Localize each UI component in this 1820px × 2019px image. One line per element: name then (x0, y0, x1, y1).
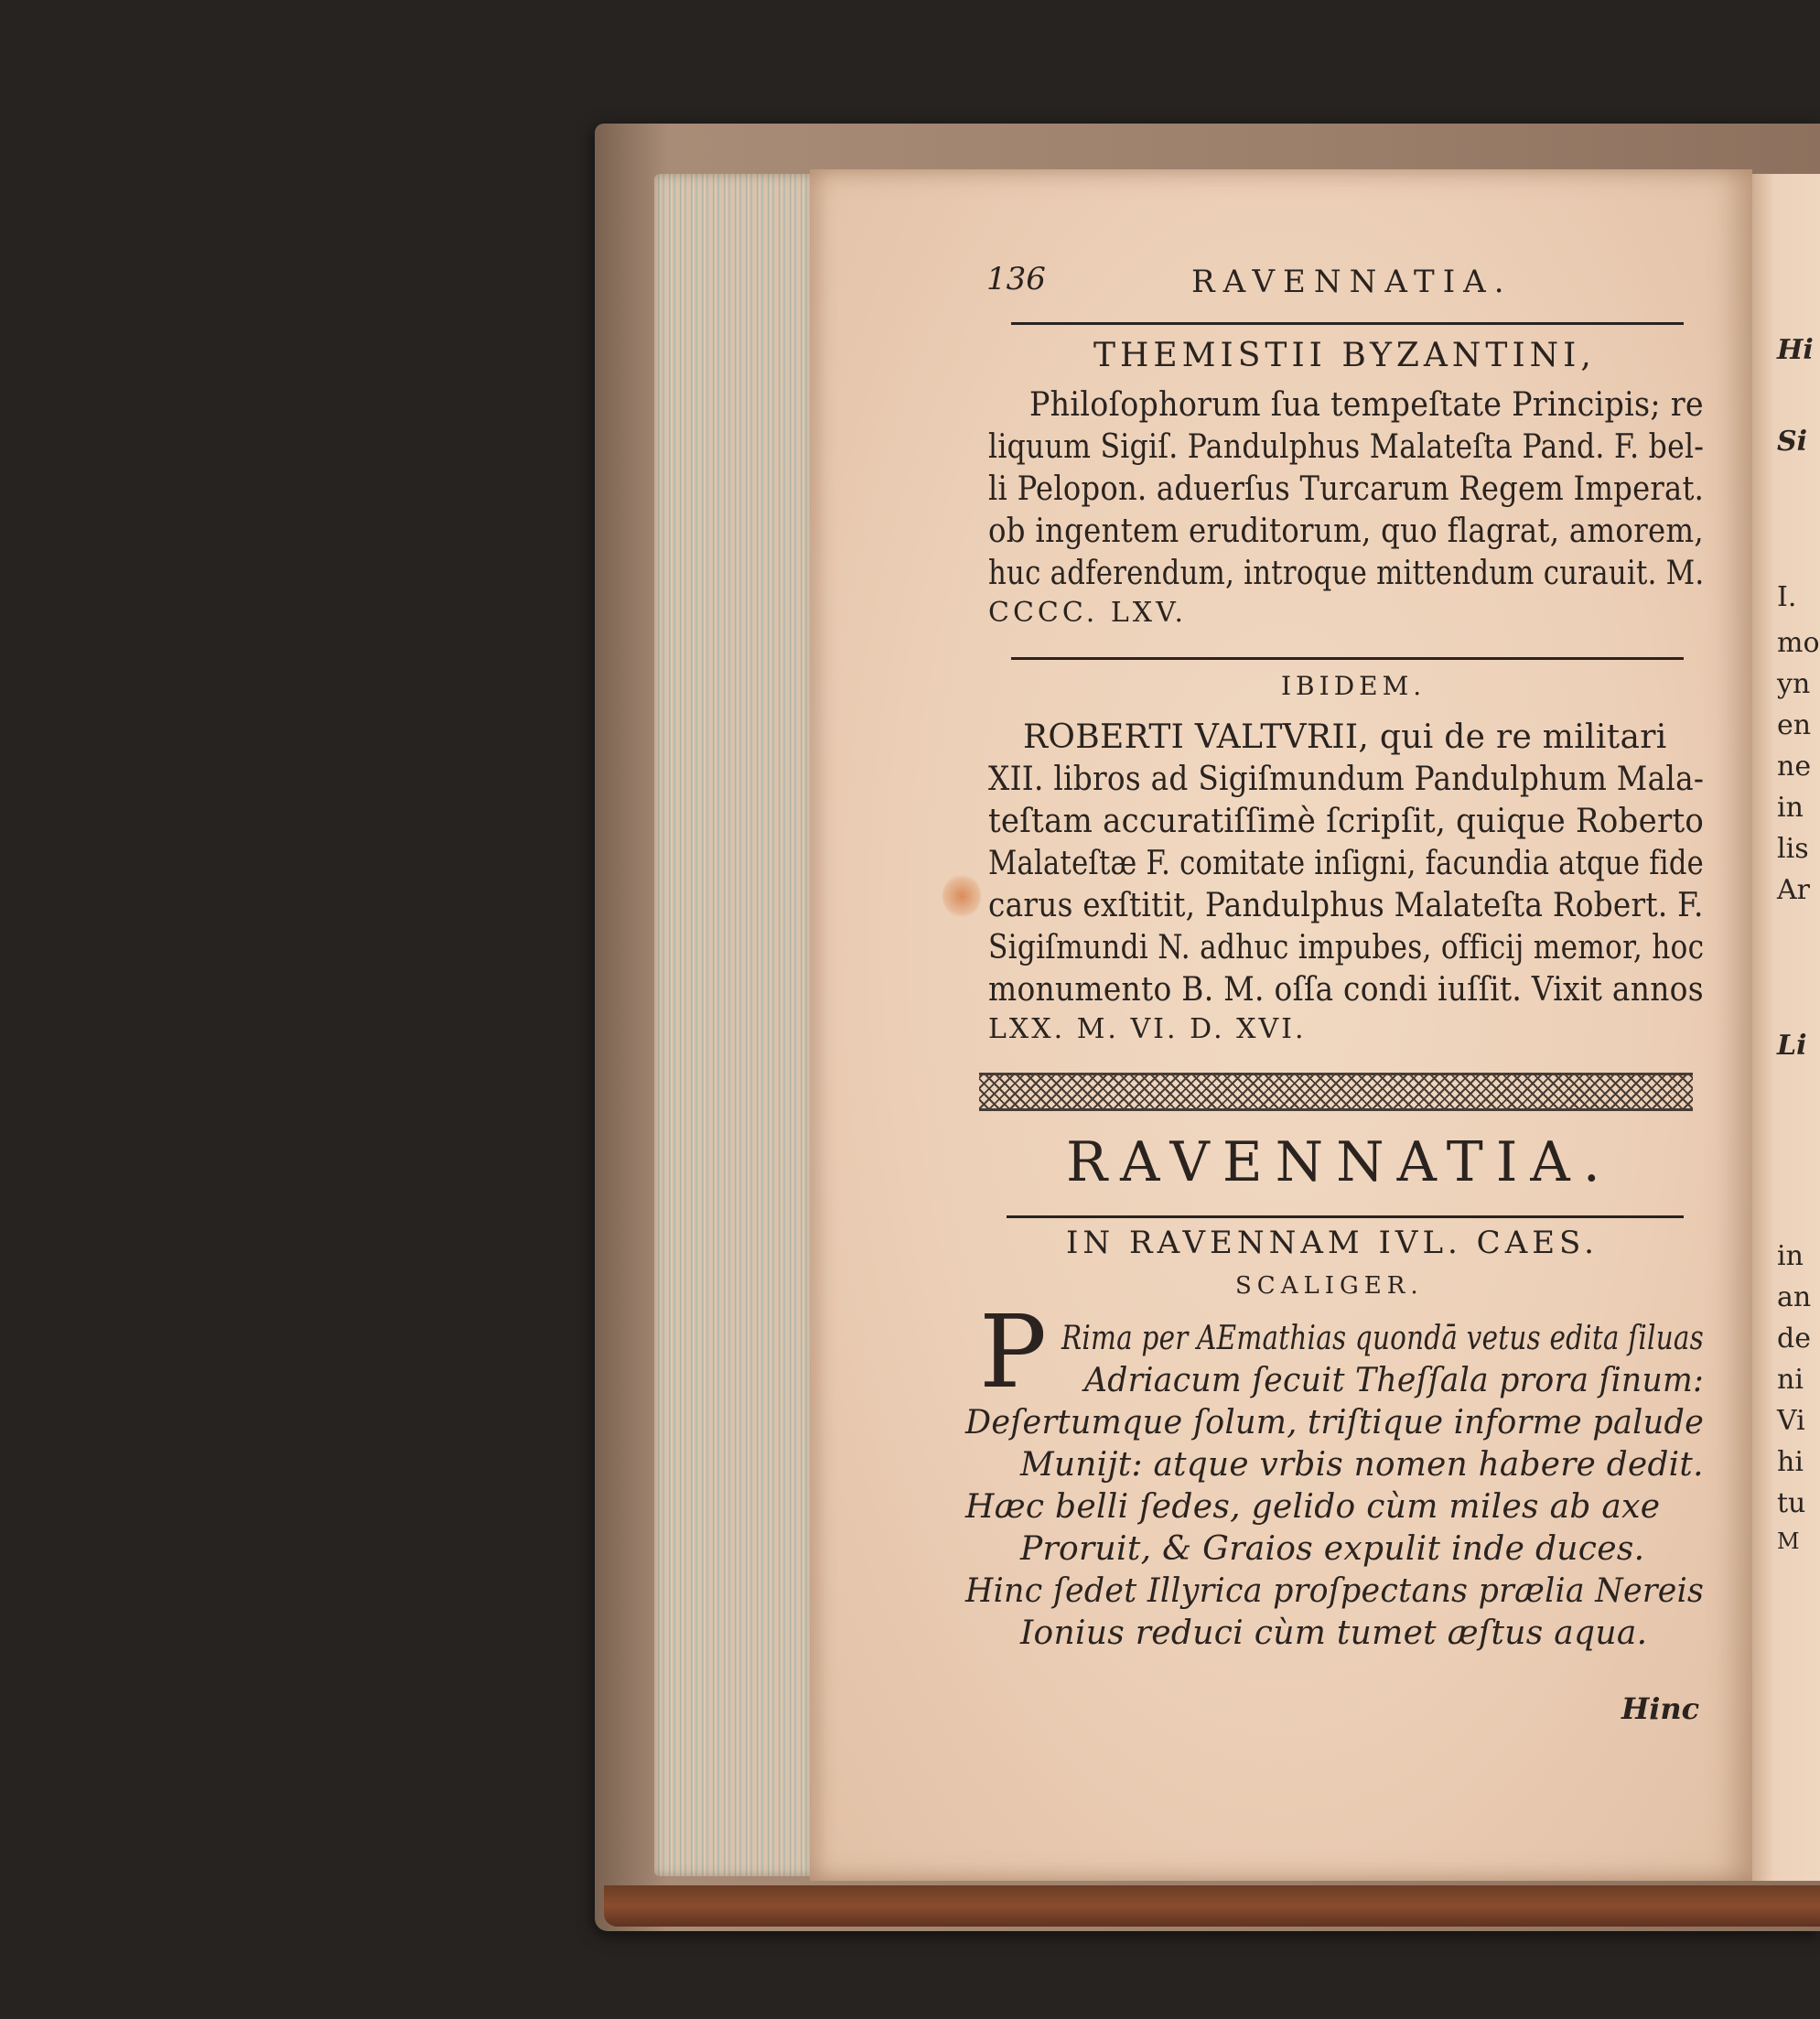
facing-text: M (1777, 1528, 1800, 1554)
poem-author: SCALIGER. (1235, 1272, 1424, 1300)
facing-text: yn (1777, 668, 1811, 700)
poem-line: Deſertumque ſolum, triſtique informe palude (965, 1404, 1705, 1441)
page-number: 136 (986, 261, 1046, 297)
text-line: liquum Sigiſ. Pandulphus Malateſta Pand. F. bel- (988, 428, 1705, 466)
poem-line: Hæc belli ſedes, gelido cùm miles ab axe (965, 1488, 1661, 1526)
main-title: RAVENNATIA. (1066, 1130, 1613, 1194)
facing-text: in (1777, 792, 1804, 824)
poem-heading: IN RAVENNAM IVL. CAES. (1066, 1225, 1599, 1261)
text-line: CCCC. LXV. (988, 597, 1188, 629)
facing-text: an (1777, 1281, 1812, 1313)
poem-line: Proruit, & Graios expulit inde duces. (1020, 1530, 1645, 1568)
facing-text: Vi (1777, 1405, 1805, 1437)
facing-text: Si (1777, 426, 1808, 458)
facing-page-fragment (1750, 174, 1820, 1881)
book-cover-bottom-edge (604, 1885, 1820, 1927)
text-line: Sigiſmundi N. adhuc impubes, officij memor, hoc (988, 929, 1705, 966)
facing-text: Ar (1777, 874, 1811, 906)
text-line: teſtam accuratiſſimè ſcripſit, quique Roberto (988, 803, 1705, 840)
facing-text: Li (1777, 1030, 1807, 1062)
header-rule (1011, 322, 1684, 325)
text-line: ob ingentem eruditorum, quo flagrat, amorem, (988, 513, 1704, 550)
facing-text: Hi (1777, 334, 1814, 366)
facing-text: hi (1777, 1446, 1804, 1478)
facing-text: in (1777, 1240, 1804, 1272)
poem-line: Rima per AEmathias quondā vetus edita ſiluas (1061, 1320, 1705, 1357)
section-title: IBIDEM. (1281, 671, 1427, 701)
ink-stain (942, 874, 981, 918)
section-rule (1011, 657, 1684, 660)
running-title: RAVENNATIA. (1191, 264, 1513, 300)
facing-text: ne (1777, 750, 1812, 783)
text-line: monumento B. M. oſſa condi iuſſit. Vixit annos (988, 971, 1704, 1009)
poem-line: Munijt: atque vrbis nomen habere dedit. (1020, 1446, 1704, 1484)
catchword: Hinc (1621, 1691, 1700, 1726)
facing-text: I. (1777, 581, 1797, 613)
text-line: carus exſtitit, Pandulphus Malateſta Robert. F. (988, 887, 1704, 924)
poem-line: Hinc ſedet Illyrica proſpectans prælia Nereis (965, 1572, 1705, 1610)
text-line: ROBERTI VALTVRII, qui de re militari (1023, 718, 1667, 756)
facing-text: de (1777, 1323, 1811, 1355)
poem-line: Ionius reduci cùm tumet æſtus aqua. (1020, 1614, 1648, 1652)
text-line: Philoſophorum ſua tempeſtate Principis; re (1029, 386, 1704, 424)
text-line: LXX. M. VI. D. XVI. (988, 1013, 1307, 1045)
title-rule (1007, 1215, 1684, 1218)
poem-line: Adriacum ſecuit Theſſala prora ſinum: (1084, 1362, 1705, 1399)
facing-text: mo (1777, 627, 1820, 659)
facing-text: en (1777, 709, 1812, 741)
text-line: huc adferendum, introque mittendum curauit. M. (988, 555, 1705, 592)
text-line: XII. libros ad Sigiſmundum Pandulphum Mala- (988, 761, 1705, 798)
section-title: THEMISTII BYZANTINI, (1093, 337, 1596, 374)
decorative-ornament-band (979, 1073, 1693, 1111)
drop-cap: P (979, 1293, 1048, 1410)
facing-text: tu (1777, 1487, 1806, 1519)
facing-text: ni (1777, 1364, 1804, 1396)
text-line: li Pelopon. aduerſus Turcarum Regem Imperat. (988, 470, 1705, 508)
page-edges (654, 174, 814, 1876)
facing-text: lis (1777, 833, 1809, 865)
text-line: Malateſtæ F. comitate inſigni, facundia atque fide (988, 845, 1705, 882)
